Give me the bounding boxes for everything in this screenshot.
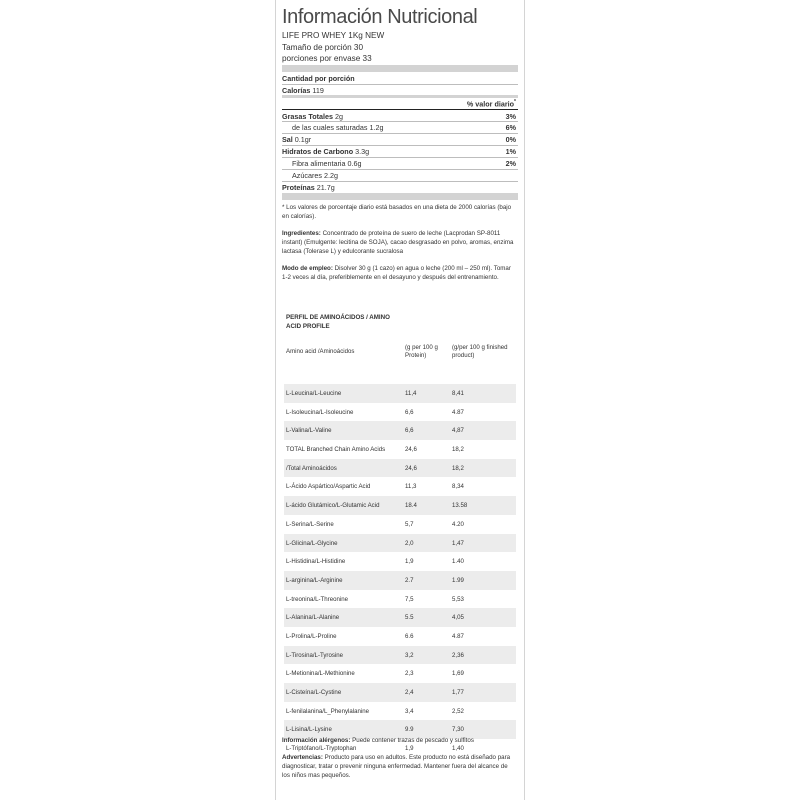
- table-row: [284, 421, 516, 440]
- warnings: Advertencias: Producto para uso en adultos. Este producto no está diseñado para diagnosticar, tratar o prevenir ninguna enfermedad. Mantener fuera del alcance de los niños mas pequeños.: [282, 754, 511, 779]
- table-cell: 13.58: [452, 502, 468, 510]
- nutrition-panel: [275, 0, 525, 800]
- table-row: [284, 403, 516, 422]
- table-cell: 5,53: [452, 595, 464, 603]
- table-cell: 2.7: [405, 576, 414, 584]
- table-row: [284, 534, 516, 553]
- table-cell: 4,05: [452, 614, 464, 622]
- table-cell: L-Alanina/L-Alanine: [286, 614, 340, 622]
- table-cell: 1.40: [452, 558, 464, 566]
- table-row: [284, 515, 516, 534]
- nutrient-row-fiber: Fibra alimentaria 0.6g 2%: [292, 159, 516, 168]
- table-cell: 2,36: [452, 651, 464, 659]
- table-cell: 11,3: [405, 483, 417, 491]
- table-row: [284, 702, 516, 721]
- nutrient-row-saturated: de las cuales saturadas 1.2g 6%: [292, 123, 516, 132]
- product-name: LIFE PRO WHEY 1Kg NEW: [282, 31, 385, 40]
- table-cell: L-Serina/L-Serine: [286, 520, 334, 528]
- table-cell: L-Histidina/L-Histidine: [286, 558, 346, 566]
- nutrient-row-sugars: Azúcares 2.2g: [292, 171, 338, 180]
- table-cell: L-Cisteína/L-Cystine: [286, 689, 342, 696]
- divider: [282, 157, 518, 158]
- table-cell: L-fenilalanina/L_Phenylalanine: [286, 707, 370, 715]
- table-row: [284, 477, 516, 496]
- table-cell: 5,7: [405, 520, 414, 528]
- table-cell: 4.87: [452, 408, 464, 416]
- table-row: [284, 683, 516, 702]
- column-header: (g per 100 g Protein): [405, 344, 438, 359]
- amount-per-serving: Cantidad por porción: [282, 74, 355, 83]
- table-cell: 18.4: [405, 502, 417, 510]
- table-cell: 2,3: [405, 670, 414, 678]
- nutrient-row-salt: Sal 0.1gr 0%: [282, 135, 516, 144]
- divider: [282, 169, 518, 170]
- table-cell: 1,9: [405, 745, 414, 753]
- table-cell: /Total Aminoácidos: [286, 464, 337, 472]
- table-cell: 1,69: [452, 670, 464, 678]
- table-cell: 2,0: [405, 539, 414, 547]
- spacer-row: [284, 368, 516, 384]
- table-cell: 7,5: [405, 595, 414, 603]
- calories-row: Calorías 119: [282, 86, 324, 95]
- nutrient-row-fat: Grasas Totales 2g 3%: [282, 112, 516, 121]
- table-row: [284, 608, 516, 627]
- table-cell: 1,77: [452, 689, 464, 696]
- table-cell: 6.6: [405, 632, 414, 640]
- table-row: [284, 552, 516, 571]
- table-cell: 8,34: [452, 483, 464, 491]
- table-cell: L-Prolina/L-Proline: [286, 632, 337, 640]
- table-row: [284, 590, 516, 609]
- table-cell: 1,47: [452, 539, 464, 547]
- allergens: Información alérgenos: Puede contener trazas de pescado y sulfitos: [282, 737, 474, 744]
- table-cell: TOTAL Branched Chain Amino Acids: [286, 446, 386, 454]
- table-row: [284, 646, 516, 665]
- table-row: [284, 571, 516, 590]
- divider: [282, 84, 518, 85]
- divider: [282, 121, 518, 122]
- table-cell: 18,2: [452, 446, 464, 454]
- table-cell: 4.20: [452, 520, 464, 528]
- table-cell: 6,6: [405, 408, 414, 416]
- page-title: Información Nutricional: [282, 6, 478, 28]
- footnote: * Los valores de porcentaje diario está basados en una dieta de 2000 calorías (bajo en calorías).: [282, 204, 512, 220]
- table-cell: L-Glicina/L-Glycine: [286, 539, 338, 547]
- table-cell: 4,87: [452, 427, 464, 435]
- daily-value-header: % valor diario*: [466, 99, 516, 109]
- divider: [282, 181, 518, 182]
- table-cell: L-arginina/L-Arginine: [286, 576, 343, 584]
- ingredients: Ingredientes: Concentrado de proteína de suero de leche (Lacprodan SP-8011 instant) (Emulgente: lecitina de SOJA), cacao desgrasado en polvo, aromas, enzima lactasa (Tolerase L) y edulcorante sucralosa: [282, 230, 514, 255]
- table-cell: 3,2: [405, 651, 414, 659]
- table-cell: 2,4: [405, 689, 414, 696]
- table-cell: 8,41: [452, 390, 464, 397]
- table-cell: 1,9: [405, 558, 414, 566]
- table-cell: 4.87: [452, 632, 464, 640]
- servings-per-container: porciones por envase 33: [282, 54, 372, 63]
- thick-divider: [282, 193, 518, 200]
- amino-header-row: [284, 338, 516, 368]
- table-row: [284, 459, 516, 478]
- table-cell: L-ácido Glutámico/L-Glutamic Acid: [286, 502, 380, 510]
- column-header: Amino acid /Aminoácidos: [286, 348, 355, 355]
- table-cell: 7,30: [452, 726, 464, 734]
- table-row: [284, 627, 516, 646]
- column-header: (g/per 100 g finished product): [452, 344, 508, 359]
- table-cell: L-Ácido Aspártico/Aspartic Acid: [286, 483, 371, 491]
- table-row: [284, 664, 516, 683]
- usage-instructions: Modo de empleo: Disolver 30 g (1 cazo) en agua o leche (200 ml – 250 ml). Tomar 1-2 veces al día, preferiblemente en el desayuno y después del entrenamiento.: [282, 265, 511, 281]
- table-cell: 2,52: [452, 707, 464, 715]
- table-cell: L-Triptófano/L-Tryptophan: [286, 745, 357, 753]
- table-row: [284, 440, 516, 459]
- table-cell: L-Lisina/L-Lysine: [286, 726, 332, 734]
- table-cell: L-Valina/L-Valine: [286, 427, 332, 435]
- table-cell: 24,6: [405, 446, 417, 454]
- table-cell: 18,2: [452, 464, 464, 472]
- serving-size: Tamaño de porción 30: [282, 43, 364, 52]
- table-cell: 24,6: [405, 464, 417, 472]
- table-cell: L-Metionina/L-Methionine: [286, 670, 355, 678]
- table-cell: 1,40: [452, 745, 464, 753]
- amino-profile-title: PERFIL DE AMINOÁCIDOS / AMINO ACID PROFILE: [286, 314, 390, 330]
- table-cell: 9.9: [405, 726, 414, 734]
- table-row: [284, 496, 516, 515]
- nutrient-row-protein: Proteínas 21.7g: [282, 183, 335, 192]
- table-cell: L-Tirosina/L-Tyrosine: [286, 651, 344, 659]
- table-cell: 1.99: [452, 576, 464, 584]
- table-row: [284, 384, 516, 403]
- table-cell: 3,4: [405, 707, 414, 715]
- nutrient-row-carbs: Hidratos de Carbono 3.3g 1%: [282, 147, 516, 156]
- divider: [282, 109, 518, 110]
- thick-divider: [282, 65, 518, 72]
- table-cell: 6,6: [405, 427, 414, 435]
- table-cell: L-Leucina/L-Leucine: [286, 390, 342, 397]
- table-cell: L-treonina/L-Threonine: [286, 595, 348, 603]
- divider: [282, 145, 518, 146]
- table-cell: L-Isoleucina/L-Isoleucine: [286, 408, 354, 416]
- table-cell: 11,4: [405, 390, 417, 397]
- medium-divider: [282, 95, 518, 98]
- divider: [282, 133, 518, 134]
- amino-table: [284, 338, 516, 758]
- table-cell: 5.5: [405, 614, 414, 622]
